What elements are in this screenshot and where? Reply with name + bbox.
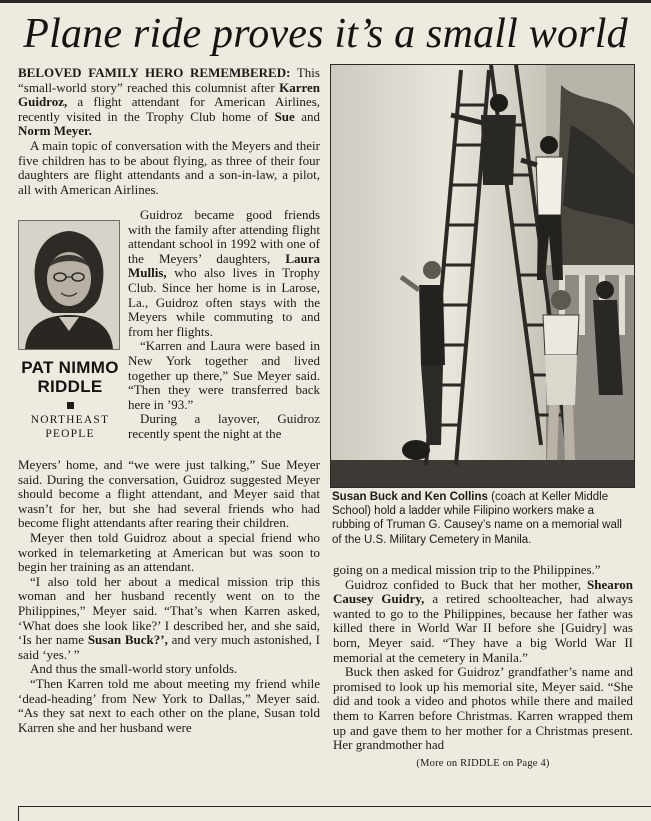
paragraph: A main topic of conversation with the Meyers and their five children has to be about flying, as three of their four daughters are flight attendants and a son-in-law, a pilot, all with American Airlines. — [18, 137, 320, 197]
text: “I also told her about a medical mission trip this woman and her husband recently went on to the Philippines,” Meyer said. “That’s when Karren asked, ‘What does she look like?’ I described her, and she said, ‘Is her name — [18, 573, 320, 648]
person-name: Susan Buck?’, — [87, 632, 168, 648]
memorial-photo — [330, 64, 635, 488]
paragraph — [128, 208, 320, 339]
lead-in: BELOVED FAMILY HERO REMEMBERED: — [18, 65, 291, 80]
paragraph: Meyers’ home, and “we were just talking,” Sue Meyer said. During the conversation, Guidroz suggested Meyer should become a flight attendant, and Meyer said that wasn’t for her, but she had several friends who had become flight attendants after rearing their children. — [18, 457, 320, 531]
author-name: PAT NIMMO RIDDLE — [21, 358, 119, 396]
paragraph — [18, 575, 320, 663]
person-name: Laura Mullis, — [128, 250, 320, 281]
continued-notice: (More on RIDDLE on Page 4) — [416, 757, 550, 769]
caption-names: Susan Buck and Ken Collins — [332, 491, 488, 503]
paragraph: “Karren and Laura were based in New York together and lived together up there,” Sue Meyer said. “Then they were transferred back here in ’93.” — [128, 338, 320, 412]
author-photo — [18, 220, 120, 350]
column-wrap — [128, 208, 320, 442]
section-label — [18, 413, 122, 441]
paragraph: “Then Karren told me about meeting my friend while ‘dead-heading’ from New York to Dallas,” Meyer said. “As they sat next to each other on the plane, Susan told Karren she and her husband were — [18, 675, 320, 735]
caption-text: (coach at Keller Middle School) hold a ladder while Filipino workers make a rubbing of Truman G. Causey’s name on a memorial wall of the U.S. Military Cemetery in Manila. — [332, 491, 622, 546]
text: a retired schoolteacher, had always wanted to go to the Philippines, because her father was killed there in World War II before she [Guidry] was born, Meyer said. “They have a big World War II memorial at the cemetery in Manila.” — [333, 591, 633, 665]
author-box — [18, 220, 122, 441]
column-left-bottom — [18, 458, 320, 735]
headline: Plane ride proves it’s a small world — [23, 11, 628, 57]
text: a flight attendant for American Airlines, recently visited in the Trophy Club home of — [18, 94, 320, 124]
section-line: NORTHEAST — [30, 414, 110, 426]
person-name: Sue — [274, 108, 295, 124]
bullet-icon — [67, 402, 74, 409]
column-right — [333, 563, 633, 771]
column-left-top — [18, 66, 320, 197]
text: This “small-world story” reached this columnist after — [18, 65, 320, 95]
paragraph: And thus the small-world story unfolds. — [30, 661, 238, 677]
paragraph: going on a medical mission trip to the Philippines.” — [333, 562, 601, 577]
paragraph — [18, 66, 320, 139]
text: who also lives in Trophy Club. Since her home is in Larose, La., Guidroz often stays with the Meyers while commuting to and from her flights. — [128, 265, 320, 339]
top-border — [0, 0, 651, 3]
text: and — [294, 108, 320, 124]
text: Guidroz became good friends with the family after attending flight attendant school in 1992 with one of the Meyers’ daughters, — [128, 207, 320, 266]
photo-caption — [332, 490, 633, 547]
bottom-rule — [18, 806, 651, 821]
text: and very much astonished, I said ‘yes.’ ” — [18, 632, 320, 662]
paragraph — [333, 578, 633, 666]
text: Guidroz confided to Buck that her mother, — [345, 576, 587, 592]
person-name: Karren Guidroz, — [18, 79, 320, 110]
section-line: PEOPLE — [45, 428, 95, 440]
paragraph: During a layover, Guidroz recently spent the night at the — [128, 411, 320, 441]
paragraph: Meyer then told Guidroz about a special friend who worked in telemarketing at American but was soon to begin her training as an attendant. — [18, 529, 320, 575]
person-name: Shearon Causey Guidry, — [333, 576, 633, 607]
person-name: Norm Meyer. — [18, 123, 92, 139]
paragraph: Buck then asked for Guidroz’ grandfather’s name and promised to look up his memorial site, Meyer said. “She did and took a video and photos while there and mailed them to Karren before Christmas. Karren wrapped them up and gave them to her mother for a Christmas present. Her grandmother had — [333, 664, 633, 753]
